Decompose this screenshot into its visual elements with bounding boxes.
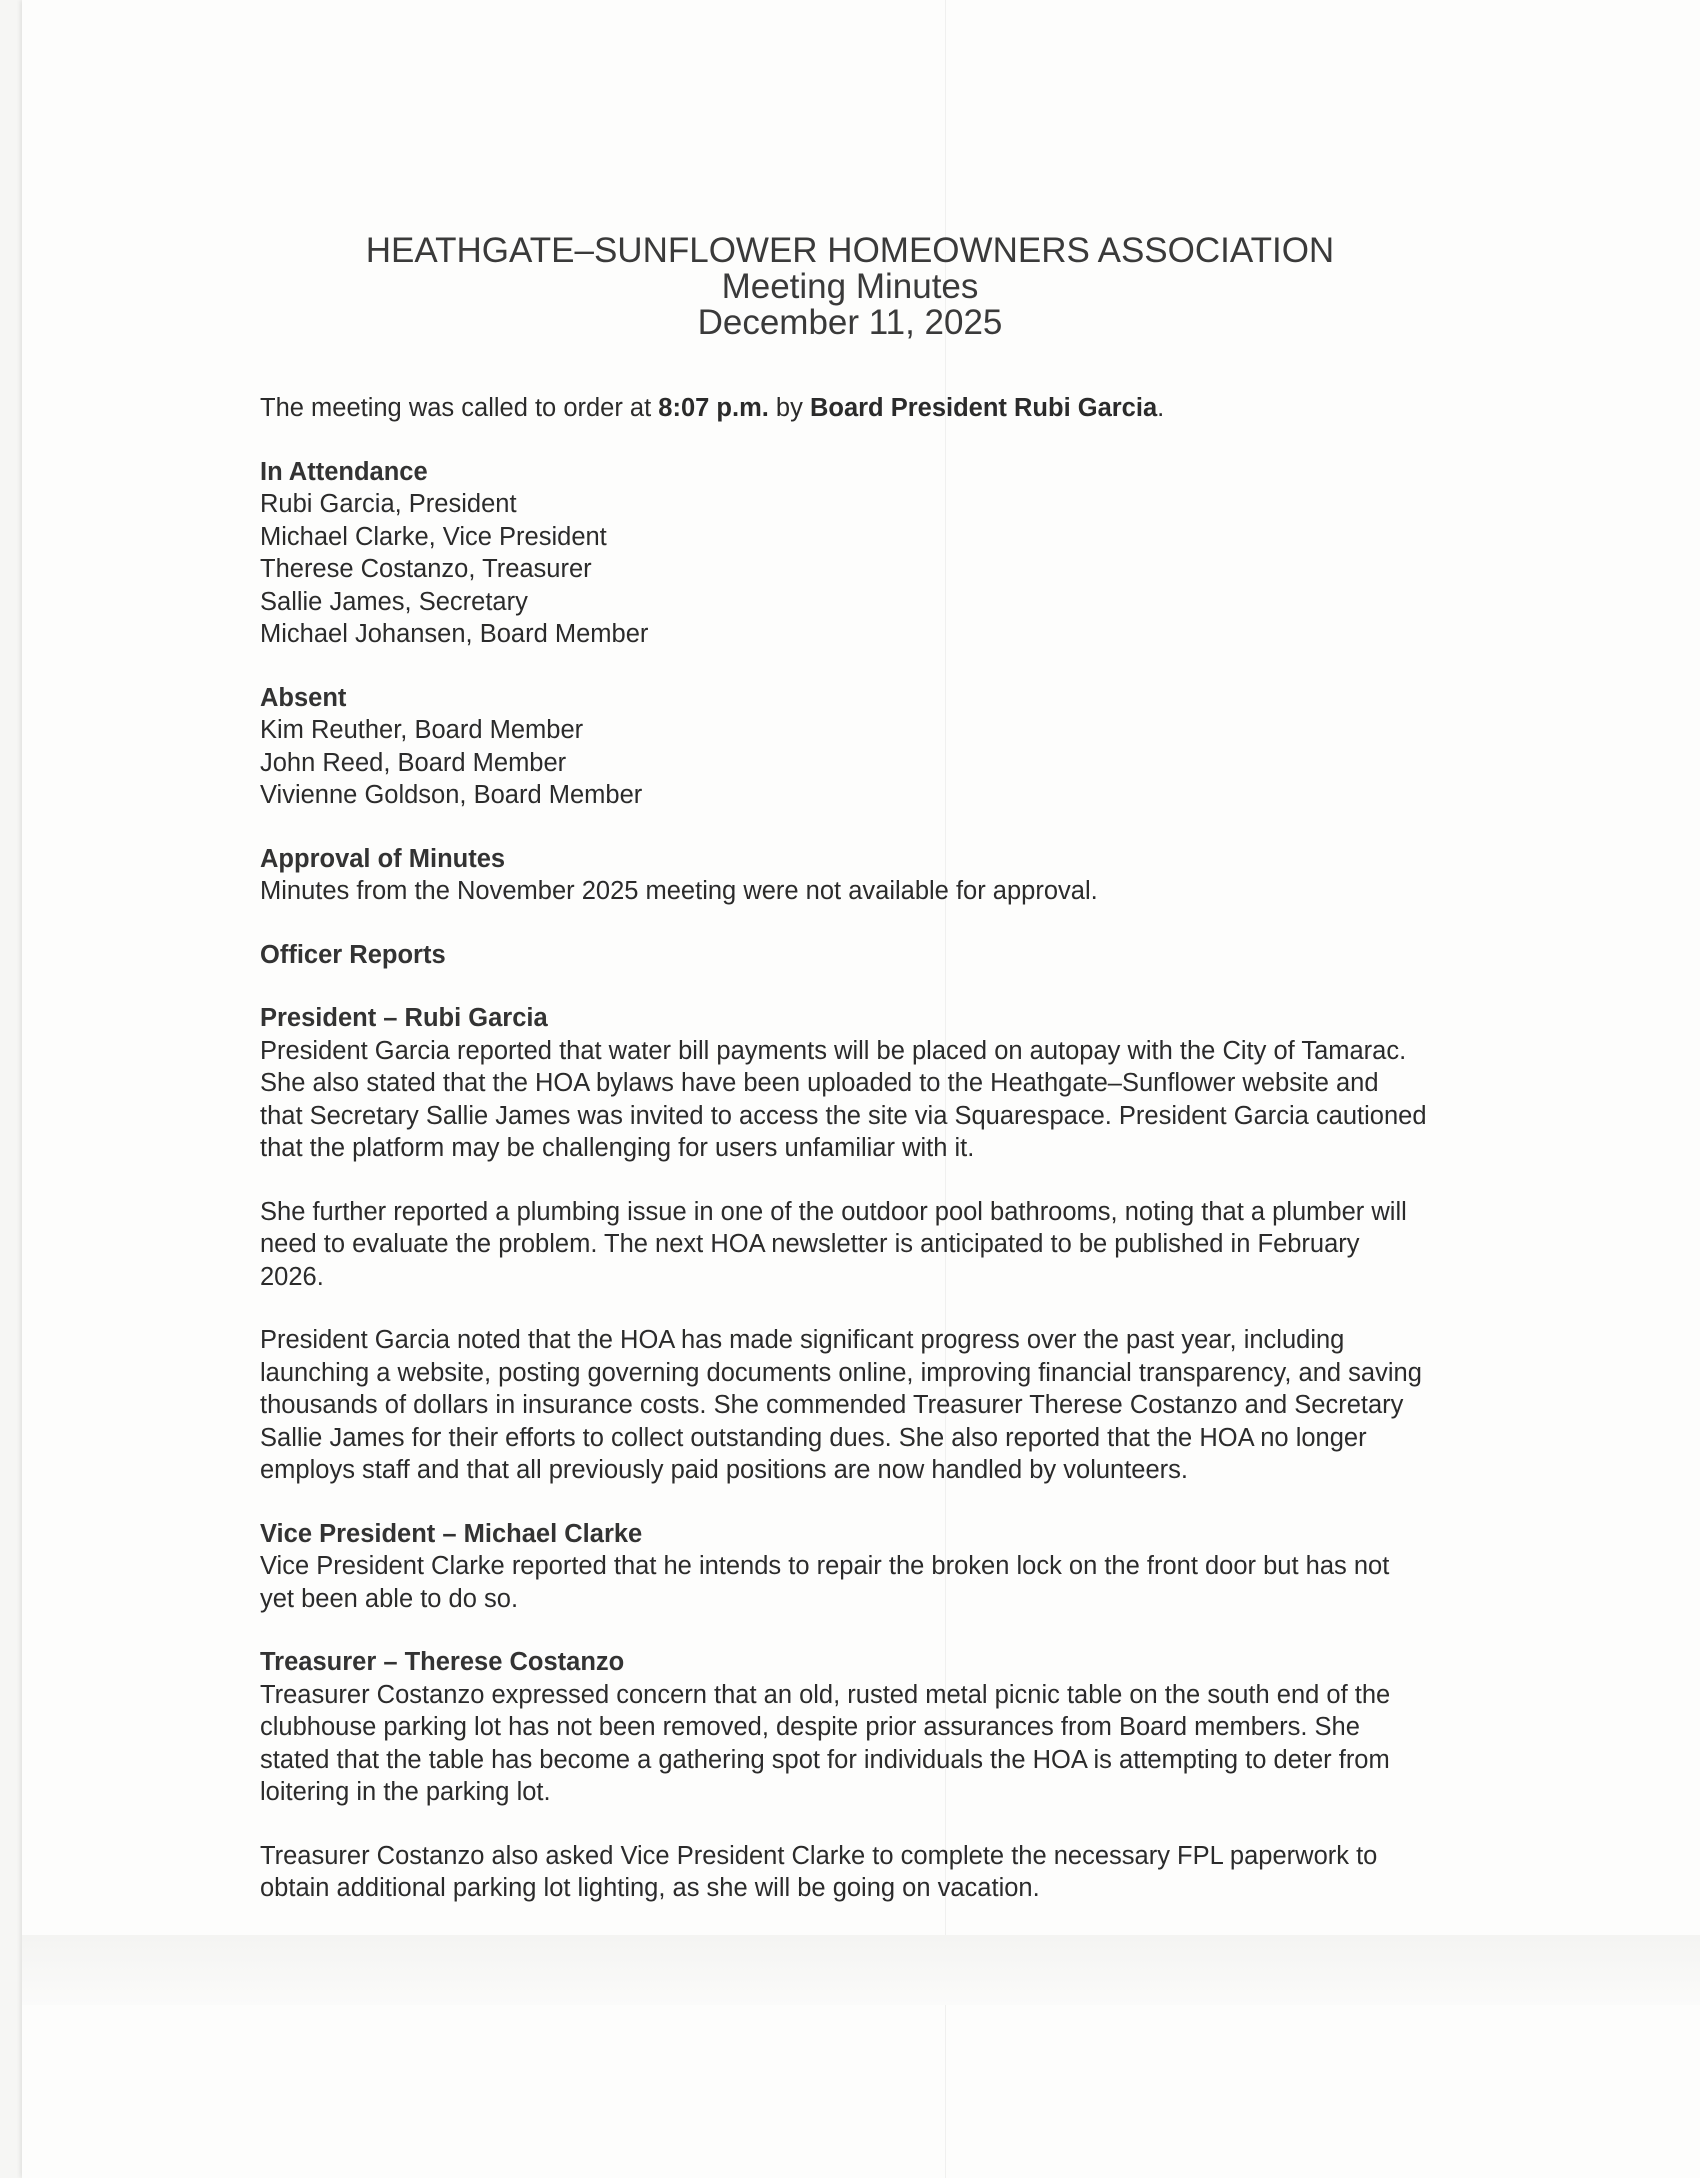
- minutes-body: [260, 392, 1510, 1905]
- attendance-heading: In Attendance: [260, 457, 428, 486]
- report-line: that the platform may be challenging for users unfamiliar with it.: [260, 1134, 975, 1162]
- report-line: Sallie James for their efforts to collect outstanding dues. She also reported that the HOA no longer: [260, 1423, 1367, 1452]
- organization-title: HEATHGATE–SUNFLOWER HOMEOWNERS ASSOCIATION: [365, 231, 1335, 270]
- call-to-order: [260, 392, 1510, 425]
- report-line: Treasurer Costanzo also asked Vice President Clarke to complete the necessary FPL paperwork to: [260, 1841, 1378, 1870]
- absent-heading: Absent: [260, 683, 347, 712]
- report-line: thousands of dollars in insurance costs. She commended Treasurer Therese Costanzo and Secretary: [260, 1391, 1404, 1419]
- report-line: yet been able to do so.: [260, 1584, 519, 1613]
- report-line: launching a website, posting governing documents online, improving financial transparency, and saving: [260, 1358, 1422, 1387]
- attendee: Michael Clarke, Vice President: [260, 522, 607, 551]
- report-line: need to evaluate the problem. The next HOA newsletter is anticipated to be published in February: [260, 1230, 1360, 1258]
- report-line: obtain additional parking lot lighting, as she will be going on vacation.: [260, 1874, 1040, 1902]
- report-line: 2026.: [260, 1262, 324, 1291]
- attendee: Sallie James, Secretary: [260, 587, 528, 616]
- approval-heading: Approval of Minutes: [260, 844, 506, 873]
- president-heading: President – Rubi Garcia: [260, 1004, 548, 1032]
- report-line: Treasurer Costanzo expressed concern that an old, rusted metal picnic table on the south end of the: [260, 1680, 1391, 1709]
- document-type: Meeting Minutes: [721, 267, 979, 306]
- scan-shadow-band: [22, 1935, 1700, 2005]
- report-line: She also stated that the HOA bylaws have been uploaded to the Heathgate–Sunflower website and: [260, 1069, 1379, 1097]
- call-to-order-by: Board President Rubi Garcia: [809, 394, 1158, 422]
- report-line: She further reported a plumbing issue in one of the outdoor pool bathrooms, noting that a plumber will: [260, 1197, 1407, 1226]
- report-line: Vice President Clarke reported that he intends to repair the broken lock on the front door but has not: [260, 1552, 1390, 1580]
- report-line: loitering in the parking lot.: [260, 1778, 551, 1806]
- meeting-date: December 11, 2025: [697, 303, 1003, 342]
- document-header: [0, 233, 1700, 341]
- vice-president-heading: Vice President – Michael Clarke: [260, 1519, 643, 1548]
- attendee: Michael Johansen, Board Member: [260, 620, 649, 648]
- treasurer-heading: Treasurer – Therese Costanzo: [260, 1648, 625, 1676]
- absentee: Kim Reuther, Board Member: [260, 716, 584, 744]
- absentee: John Reed, Board Member: [260, 748, 567, 777]
- vice-president-report: [260, 1518, 1510, 1616]
- absent-section: [260, 682, 1510, 812]
- report-line: stated that the table has become a gathering spot for individuals the HOA is attempting to deter from: [260, 1745, 1390, 1774]
- approval-section: [260, 843, 1510, 908]
- treasurer-report: [260, 1646, 1510, 1905]
- attendee: Therese Costanzo, Treasurer: [260, 555, 592, 583]
- president-report: [260, 1002, 1510, 1487]
- call-to-order-time: 8:07 p.m.: [658, 394, 769, 422]
- officer-reports-heading: Officer Reports: [260, 940, 446, 969]
- report-line: President Garcia reported that water bill payments will be placed on autopay with the City of Tamarac.: [260, 1036, 1407, 1065]
- report-line: President Garcia noted that the HOA has made significant progress over the past year, including: [260, 1326, 1345, 1354]
- attendance-section: [260, 456, 1510, 651]
- call-to-order-middle: by: [768, 394, 810, 422]
- attendee: Rubi Garcia, President: [260, 490, 517, 518]
- call-to-order-suffix: .: [1157, 394, 1165, 422]
- report-line: that Secretary Sallie James was invited to access the site via Squarespace. President Garcia cautioned: [260, 1101, 1427, 1130]
- report-line: clubhouse parking lot has not been removed, despite prior assurances from Board members. She: [260, 1713, 1360, 1741]
- report-line: employs staff and that all previously paid positions are now handled by volunteers.: [260, 1456, 1188, 1484]
- call-to-order-prefix: The meeting was called to order at: [260, 394, 659, 422]
- absentee: Vivienne Goldson, Board Member: [260, 781, 643, 809]
- approval-text: Minutes from the November 2025 meeting were not available for approval.: [260, 877, 1098, 905]
